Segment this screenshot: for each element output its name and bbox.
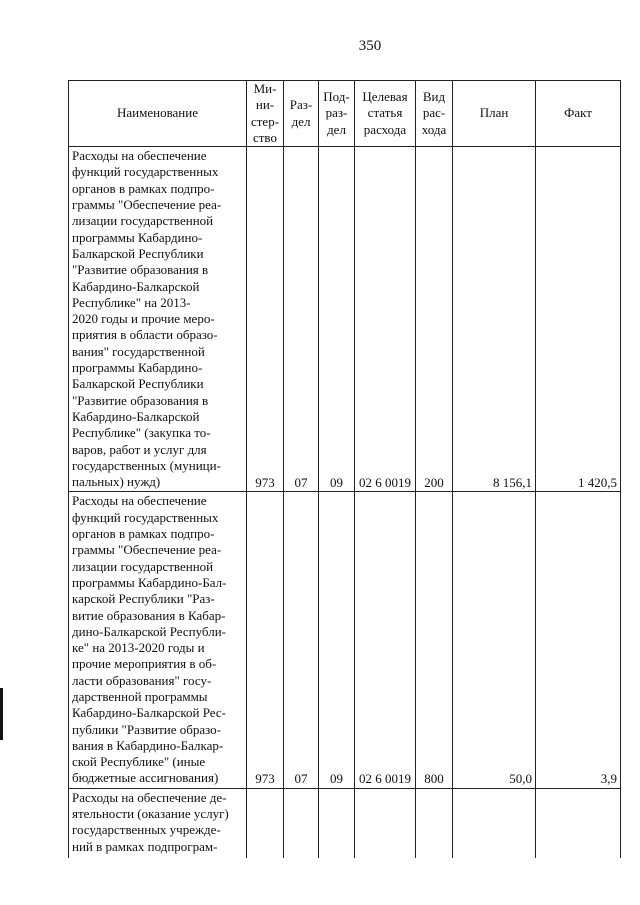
cell-subsection xyxy=(319,788,355,858)
name-line: Республике" на 2013- xyxy=(72,294,191,310)
header-name: Наименование xyxy=(69,81,247,147)
table-row xyxy=(69,147,621,492)
page-number: 350 xyxy=(358,38,382,54)
scan-edge-mark xyxy=(0,688,3,740)
name-line: прочие мероприятия в об- xyxy=(72,656,217,672)
name-line: Кабардино-Балкарской xyxy=(72,408,200,424)
name-line: ласти образования" госу- xyxy=(72,672,212,688)
name-line: государственных (муници- xyxy=(72,457,221,473)
name-line: Расходы на обеспечение xyxy=(72,493,207,509)
name-line: дино-Балкарской Республи- xyxy=(72,623,226,639)
name-line: граммы "Обеспечение реа- xyxy=(72,197,222,213)
name-line: вания" государственной xyxy=(72,343,205,359)
cell-fact: 1 420,5 xyxy=(536,147,621,492)
name-line: функций государственных xyxy=(72,509,219,525)
cell-name xyxy=(69,492,247,788)
header-row xyxy=(69,81,621,147)
cell-target: 02 6 0019 xyxy=(355,147,416,492)
table-row xyxy=(69,788,621,858)
cell-plan xyxy=(453,788,536,858)
name-line: ний в рамках подпрограм- xyxy=(72,838,218,854)
cell-section xyxy=(284,788,319,858)
header-ministry: Ми- ни- стер- ство xyxy=(247,81,284,147)
cell-ministry: 973 xyxy=(247,147,284,492)
cell-fact xyxy=(536,788,621,858)
name-line: публики "Развитие образо- xyxy=(72,721,222,737)
name-line: Республике" (закупка то- xyxy=(72,425,211,441)
name-line: приятия в области образо- xyxy=(72,327,218,343)
name-line: Балкарской Республики xyxy=(72,376,204,392)
name-line: органов в рамках подпро- xyxy=(72,180,215,196)
name-line: программы Кабардино-Бал- xyxy=(72,574,227,590)
cell-fact: 3,9 xyxy=(536,492,621,788)
name-line: Балкарской Республики xyxy=(72,245,204,261)
header-plan: План xyxy=(453,81,536,147)
cell-type xyxy=(416,788,453,858)
header-target: Целевая статья расхода xyxy=(355,81,416,147)
cell-name xyxy=(69,788,247,858)
name-line: "Развитие образования в xyxy=(72,262,209,278)
cell-name xyxy=(69,147,247,492)
name-line: функций государственных xyxy=(72,164,219,180)
name-line: Расходы на обеспечение xyxy=(72,148,207,164)
name-line: органов в рамках подпро- xyxy=(72,526,215,542)
cell-ministry xyxy=(247,788,284,858)
header-type: Вид рас- хода xyxy=(416,81,453,147)
name-line: граммы "Обеспечение реа- xyxy=(72,542,222,558)
cell-target xyxy=(355,788,416,858)
cell-plan: 50,0 xyxy=(453,492,536,788)
header-subsection: Под- раз- дел xyxy=(319,81,355,147)
cell-type: 200 xyxy=(416,147,453,492)
name-line: варов, работ и услуг для xyxy=(72,441,207,457)
name-line: государственных учрежде- xyxy=(72,822,221,838)
name-line: программы Кабардино- xyxy=(72,229,203,245)
name-line: "Развитие образования в xyxy=(72,392,209,408)
name-line: лизации государственной xyxy=(72,558,214,574)
name-line: ке" на 2013-2020 годы и xyxy=(72,640,205,656)
name-line: дарственной программы xyxy=(72,688,208,704)
header-fact: Факт xyxy=(536,81,621,147)
cell-plan: 8 156,1 xyxy=(453,147,536,492)
cell-subsection: 09 xyxy=(319,147,355,492)
name-line: бюджетные ассигнования) xyxy=(72,770,219,786)
table-row xyxy=(69,492,621,788)
cell-ministry: 973 xyxy=(247,492,284,788)
name-line: витие образования в Кабар- xyxy=(72,607,226,623)
name-line: пальных) нужд) xyxy=(72,474,161,490)
cell-section: 07 xyxy=(284,147,319,492)
name-line: ятельности (оказание услуг) xyxy=(72,806,229,822)
header-section: Раз- дел xyxy=(284,81,319,147)
cell-section: 07 xyxy=(284,492,319,788)
name-line: Кабардино-Балкарской Рес- xyxy=(72,705,226,721)
cell-target: 02 6 0019 xyxy=(355,492,416,788)
name-line: Расходы на обеспечение де- xyxy=(72,789,227,805)
name-line: лизации государственной xyxy=(72,213,214,229)
name-line: вания в Кабардино-Балкар- xyxy=(72,737,224,753)
budget-table xyxy=(68,80,621,858)
name-line: Кабардино-Балкарской xyxy=(72,278,200,294)
cell-type: 800 xyxy=(416,492,453,788)
name-line: программы Кабардино- xyxy=(72,360,203,376)
name-line: 2020 годы и прочие меро- xyxy=(72,311,215,327)
name-line: карской Республики "Раз- xyxy=(72,591,215,607)
name-line: ской Республике" (иные xyxy=(72,754,206,770)
cell-subsection: 09 xyxy=(319,492,355,788)
